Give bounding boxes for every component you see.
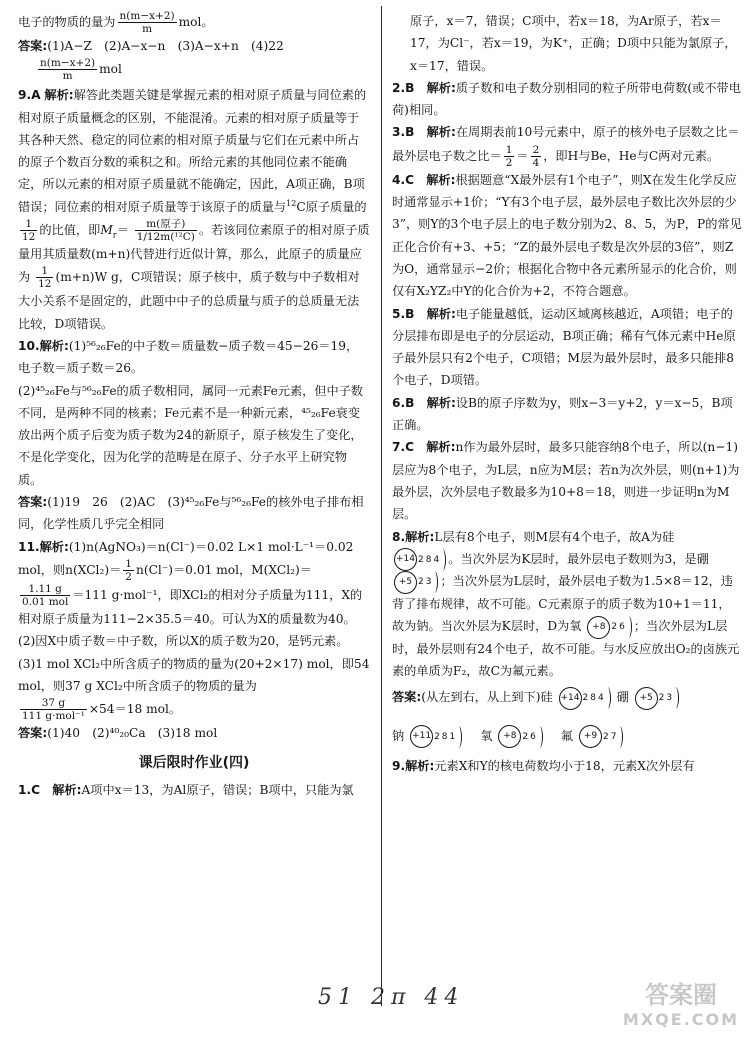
atom-diagram-si: +14 2 8 4 [394,548,446,570]
s1-analysis: 1.C 解析:A项中x＝13，为Al原子，错误；B项中，只能为氯 [18,782,354,797]
answer-atom-o: +8 2 6 [498,725,542,747]
para-electron-amount: 电子的物质的量为 $\frac{n(m-x+2)}{m}$ mol。 [18,10,214,35]
answer-atom-f: +9 2 7 [579,725,623,747]
s2-analysis: 2.B 解析:质子数和电子数分别相同的粒子所带电荷数(或不带电荷)相同。 [392,80,741,118]
left-column [18,10,370,801]
q10-part2: (2)⁴⁵₂₆Fe与⁵⁶₂₆Fe的质子数相同，属同一元素Fe元素，但中子数不同，是两种不同的核素；Fe元素不是一种新元素，⁴⁵₂₆Fe衰变放出两个质子后变为质子数为24的新原子，原子核发生了变化，不是化学变化，因为化学的范畴是在原子、分子水平上研究物质。 [18,383,364,487]
answer-atom-b: +5 2 3 [635,687,679,709]
site-watermark: 答案圈 MXQE.COM [622,981,740,1029]
s9-analysis: 9.解析:元素X和Y的核电荷数均小于18，元素X次外层有 [392,759,695,774]
atom-diagram-o: +8 2 6 [587,616,631,638]
s7-analysis: 7.C 解析:n作为最外层时，最多只能容纳8个电子，所以(n−1)层应为8个电子，为L层，n应为M层；若n为次外层，则(n+1)为最外层，次外层电子数最多为10+8＝18，则进一步证明n为M层。 [392,440,740,522]
column-divider [381,6,382,1006]
s3-analysis: 3.B 解析:在周期表前10号元素中，原子的核外电子层数之比＝最外层电子数之比＝ $\frac{1}{2}$ ＝ $\frac{2}{4}$ ，即H与Be，He与C两对元素。 [392,125,740,169]
atom-diagram-b: +5 2 3 [394,571,438,593]
s8-analysis: 8.解析:L层有8个电子，则M层有4个电子，故A为硅 +14 2 8 4 。当次外层为K层时，最外层电子数则为3，是硼 +5 2 3 ；当次外层为L层时，最外层电子数为1.5×8＝12，违背了排布规律，故不可能。C元素原子的质子数为10+1＝11，故为钠。当次外层为K层时，D为氧 +8 2 6 ；当次外层为L层时，最外层则有24个电子，故不可能。与水反应放出O₂的卤族元素的单质为F₂，故C为氟元素。 [392,529,740,678]
q11-part3: (3)1 mol XCl₂中所含质子的物质的量为(20+2×17) mol，即54 mol，则37 g XCl₂中所含质子的物质的量为 $\frac{37 g}{\text{111 g·mol⁻¹}}$ ×54＝18 mol。 [18,656,370,723]
fraction: $\frac{n(m-x+2)}{m}$ [119,10,175,35]
mr-fraction: $\frac{\text{m(原子)}}{\text{1/12m(¹²C)}}$ [136,218,195,244]
answer-atom-na: +11 2 8 1 [410,725,462,747]
q11-answer: 答案:(1)40 (2)⁴⁰₂₀Ca (3)18 mol [18,726,218,741]
section-title: 课后限时作业(四) [138,755,250,772]
s6-analysis: 6.B 解析:设B的原子序数为y，则x−3＝y+2，y＝x−5，B项正确。 [392,395,733,433]
s8-answer: 答案:(从左到右，从上到下)硅 +14 2 8 4 硼 +5 2 3 [392,686,742,709]
s4-analysis: 4.C 解析:根据题意“X最外层有1个电子”，则X在发生化学反应时通常显示+1价；“Y有3个电子层，最外层电子数比次外层的少3”，则Y的3个电子层上的电子数分别为2、8、5，为P，P的常见正化合价有+3、+5；“Z的最外层电子数是次外层的3倍”，则Z为O，通常显示−2价；根据化合物中各元素所显示的化合价，则仅有X₂YZ₂中Y的化合价为+2，不符合题意。 [392,172,742,299]
right-column [392,10,742,778]
q11-part1: $\frac{1.11 g}{\text{0.01 mol}}$ ＝111 g·mol⁻¹，即XCl₂的相对分子质量为111，X的相对原子质量为111−2×35.5＝40。可认为X的质量数为40。 [18,582,363,626]
q11-analysis: 11.解析:(1)n(AgNO₃)＝n(Cl⁻)＝0.02 L×1 mol·L⁻¹＝0.02 mol，则n(XCl₂)＝ $\frac{1}{2}$ n(Cl⁻)＝0.01 mol，M(XCl₂)＝ [18,539,354,583]
q9-analysis: 9.A 解析:解答此类题关键是掌握元素的相对原子质量与同位素的相对原子质量概念的区别，不能混淆。元素的相对原子质量等于其各种天然、稳定的同位素的相对原子质量与它们在元素中所占的原子个数百分数的乘积之和。所给元素的其他同位素不能确定，所以元素的相对原子质量就不能确定，因此，A项正确，B项错误；同位素的相对原子质量等于该原子的质量与$^{12}$C原子质量的 $\frac{1}{12}$ 的比值，即$M_r=$ $\frac{\text{m(原子)}}{\text{1/12m(¹²C)}}$ 。若该同位素原子的相对原子质量用其质量数(m+n)代替进行近似计算，那么，此原子的质量应为 $\frac{1}{12}$ (m+n)W g，C项错误；原子核中，质子数与中子数相对大小关系不是固定的，此题中中子的总质量与质子的总质量无法比较，D项错误。 [18,88,370,331]
q10-answer: 答案:(1)19 26 (2)AC (3)⁴⁵₂₆Fe与⁵⁶₂₆Fe的核外电子排布相同，化学性质几乎完全相同 [18,495,364,532]
handwritten-page-number: 51 2π 44 [318,985,465,1010]
s8-answer-row2: 钠 +11 2 8 1 氧 +8 2 6 氟 +9 2 7 [392,725,742,748]
q10-analysis: 10.解析:(1)⁵⁶₂₆Fe的中子数＝质量数−质子数＝45−26＝19，电子数＝质子数＝26。 [18,338,359,376]
answer-prev: 答案:(1)A−Z (2)A−x−n (3)A−x+n (4)22 [18,39,284,53]
s1-cont: 原子，x＝7，错误；C项中，若x＝18，为Ar原子，若x＝17，为Cl⁻，若x＝19，为K⁺，正确；D项中只能为氯原子，x＝17，错误。 [410,14,737,73]
s5-analysis: 5.B 解析:电子能量越低，运动区域离核越近，A项错；电子的分层排布即是电子的分层运动，B项正确；稀有气体元素中He原子最外层只有2个电子，C项错；M层为最外层时，最多只能排8个电子，D项错。 [392,306,736,388]
answer-prev-cont: $\frac{n(m-x+2)}{m}$ mol [40,57,122,83]
q11-part2: (2)因X中质子数＝中子数，所以X的质子数为20，是钙元素。 [18,634,349,649]
answer-atom-si: +14 2 8 4 [559,687,611,709]
